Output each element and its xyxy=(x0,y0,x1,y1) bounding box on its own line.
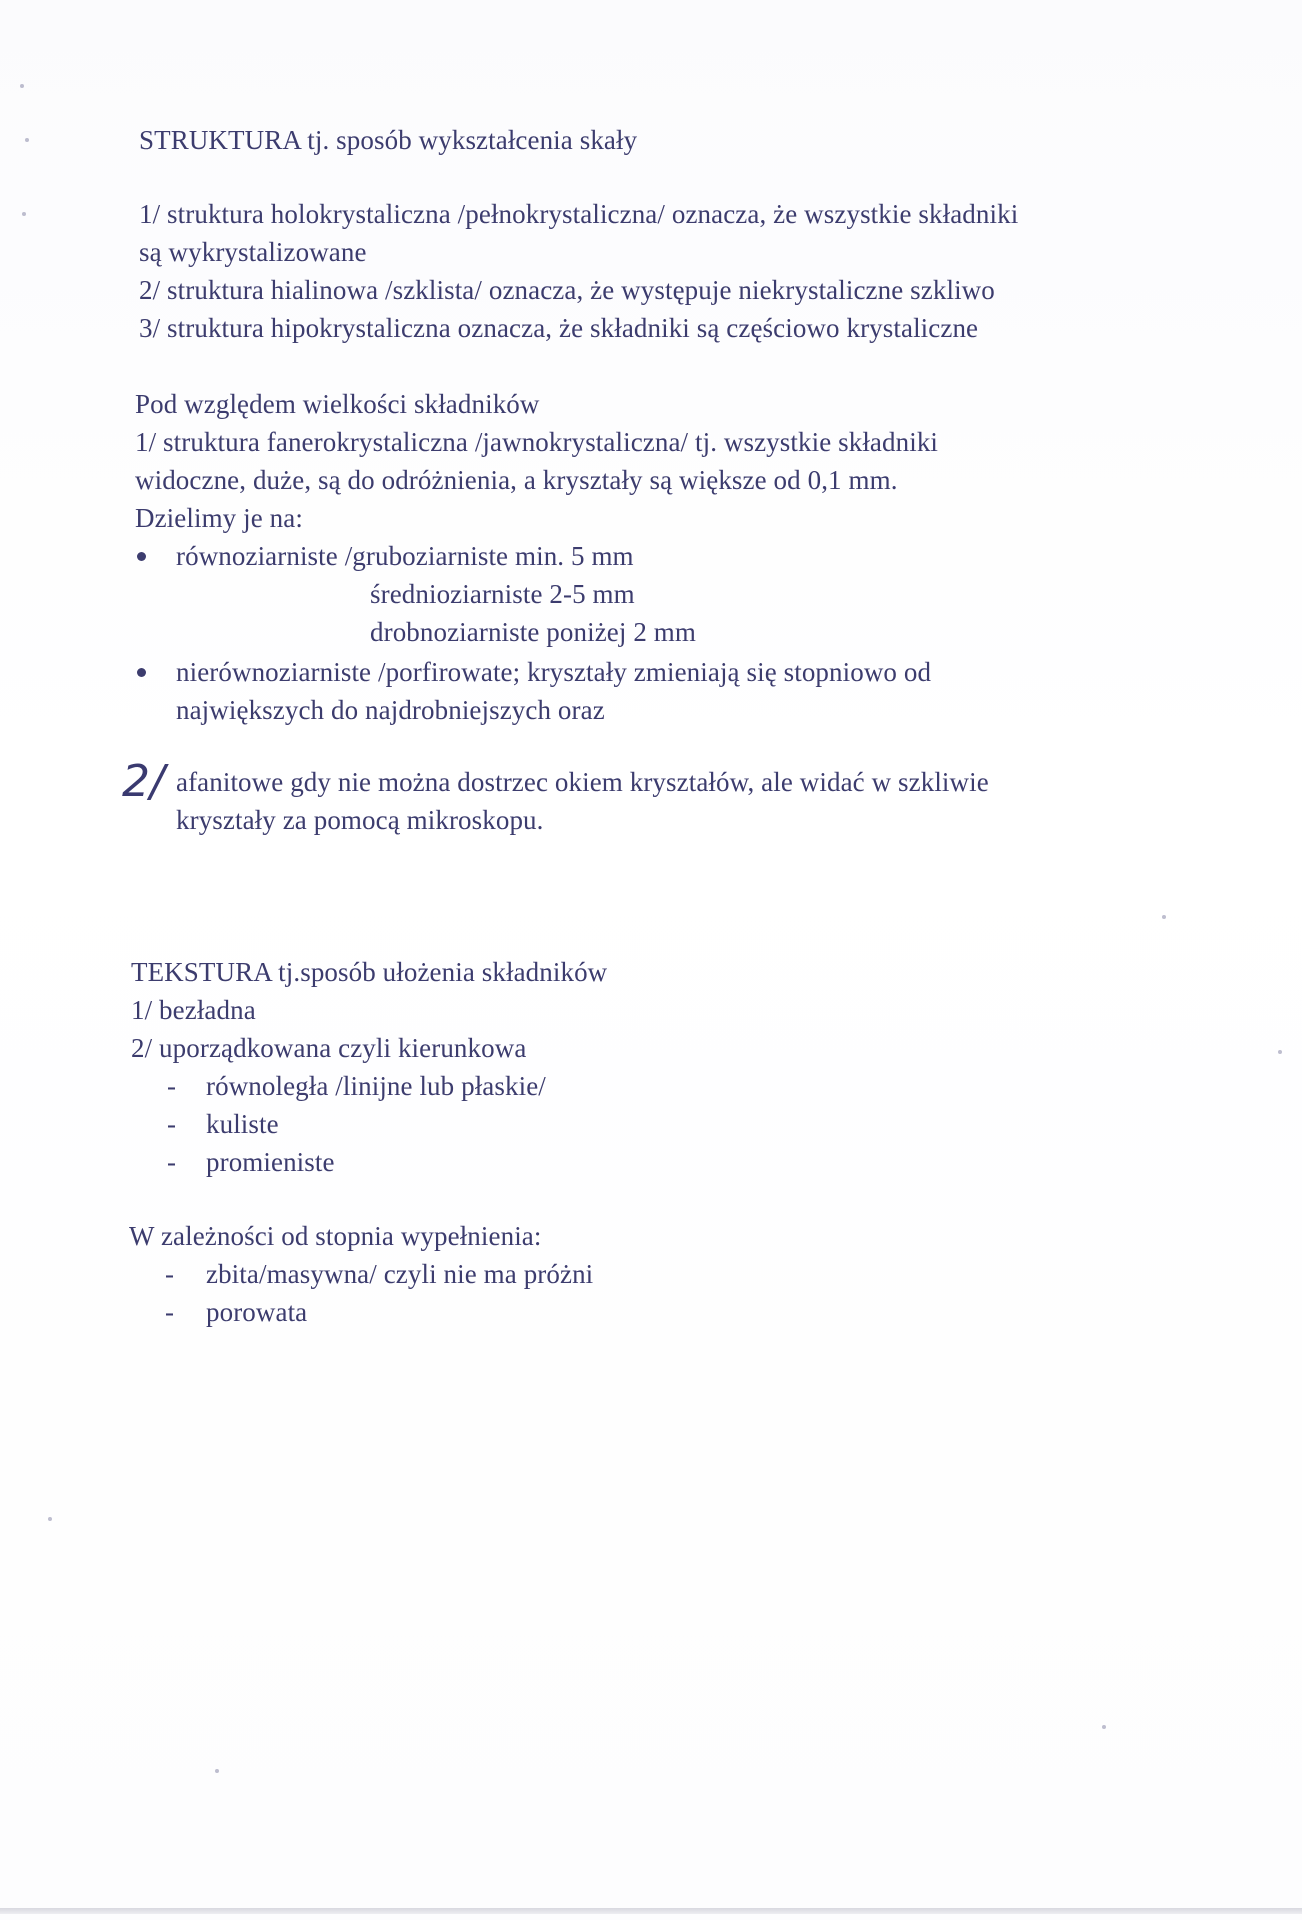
bullet-text-nierownoziarniste: nierównoziarniste /porfirowate; kryształy zmieniają się stopniowo od xyxy=(176,657,932,687)
text-line: Dzielimy je na: xyxy=(135,503,303,533)
text-line: 1/ struktura fanerokrystaliczna /jawnokrystaliczna/ tj. wszystkie składniki xyxy=(135,427,939,457)
handwritten-number: 2/ xyxy=(122,756,165,807)
section-heading-struktura: STRUKTURA tj. sposób wykształcenia skały xyxy=(139,125,638,155)
sub-list-item: promieniste xyxy=(206,1147,335,1177)
text-line-afanitowe: afanitowe gdy nie można dostrzec okiem kryształów, ale widać w szkliwie xyxy=(176,767,989,797)
dash-marker: - xyxy=(167,1071,176,1101)
dash-marker: - xyxy=(165,1259,174,1289)
text-line: są wykrystalizowane xyxy=(139,237,367,267)
sub-list-item: zbita/masywna/ czyli nie ma próżni xyxy=(206,1259,594,1289)
text-line: największych do najdrobniejszych oraz xyxy=(176,695,605,725)
scan-speck xyxy=(20,84,24,88)
bullet-dot xyxy=(137,552,146,561)
scan-speck xyxy=(1102,1725,1106,1729)
sub-text-line: średnioziarniste 2-5 mm xyxy=(370,579,635,609)
text-line: kryształy za pomocą mikroskopu. xyxy=(176,805,544,835)
scan-speck xyxy=(215,1769,219,1773)
text-line: 1/ bezładna xyxy=(131,995,256,1025)
bullet-dot xyxy=(137,668,146,677)
section-heading-wielkosc: Pod względem wielkości składników xyxy=(135,389,540,419)
scan-speck xyxy=(1162,915,1166,919)
section-heading-tekstura: TEKSTURA tj.sposób ułożenia składników xyxy=(131,957,608,987)
scan-speck xyxy=(48,1517,52,1521)
text-line: 3/ struktura hipokrystaliczna oznacza, że składniki są częściowo krystaliczne xyxy=(139,313,979,343)
sub-text-line: drobnoziarniste poniżej 2 mm xyxy=(370,617,696,647)
dash-marker: - xyxy=(167,1109,176,1139)
scan-speck xyxy=(25,138,29,142)
dash-marker: - xyxy=(165,1297,174,1327)
section-heading-wypelnienie: W zależności od stopnia wypełnienia: xyxy=(129,1221,542,1251)
text-line: widoczne, duże, są do odróżnienia, a kryształy są większe od 0,1 mm. xyxy=(135,465,898,495)
text-line: 2/ uporządkowana czyli kierunkowa xyxy=(131,1033,527,1063)
dash-marker: - xyxy=(167,1147,176,1177)
scan-speck xyxy=(1278,1050,1282,1054)
scan-speck xyxy=(22,212,26,216)
sub-list-item: kuliste xyxy=(206,1109,279,1139)
bullet-text-rownoziarniste: równoziarniste /gruboziarniste min. 5 mm xyxy=(176,541,634,571)
text-line: 1/ struktura holokrystaliczna /pełnokrystaliczna/ oznacza, że wszystkie składniki xyxy=(139,199,1019,229)
sub-list-item: porowata xyxy=(206,1297,308,1327)
sub-list-item: równoległa /linijne lub płaskie/ xyxy=(206,1071,546,1101)
page-bottom-edge xyxy=(0,1908,1302,1914)
text-line: 2/ struktura hialinowa /szklista/ oznacza, że występuje niekrystaliczne szkliwo xyxy=(139,275,995,305)
